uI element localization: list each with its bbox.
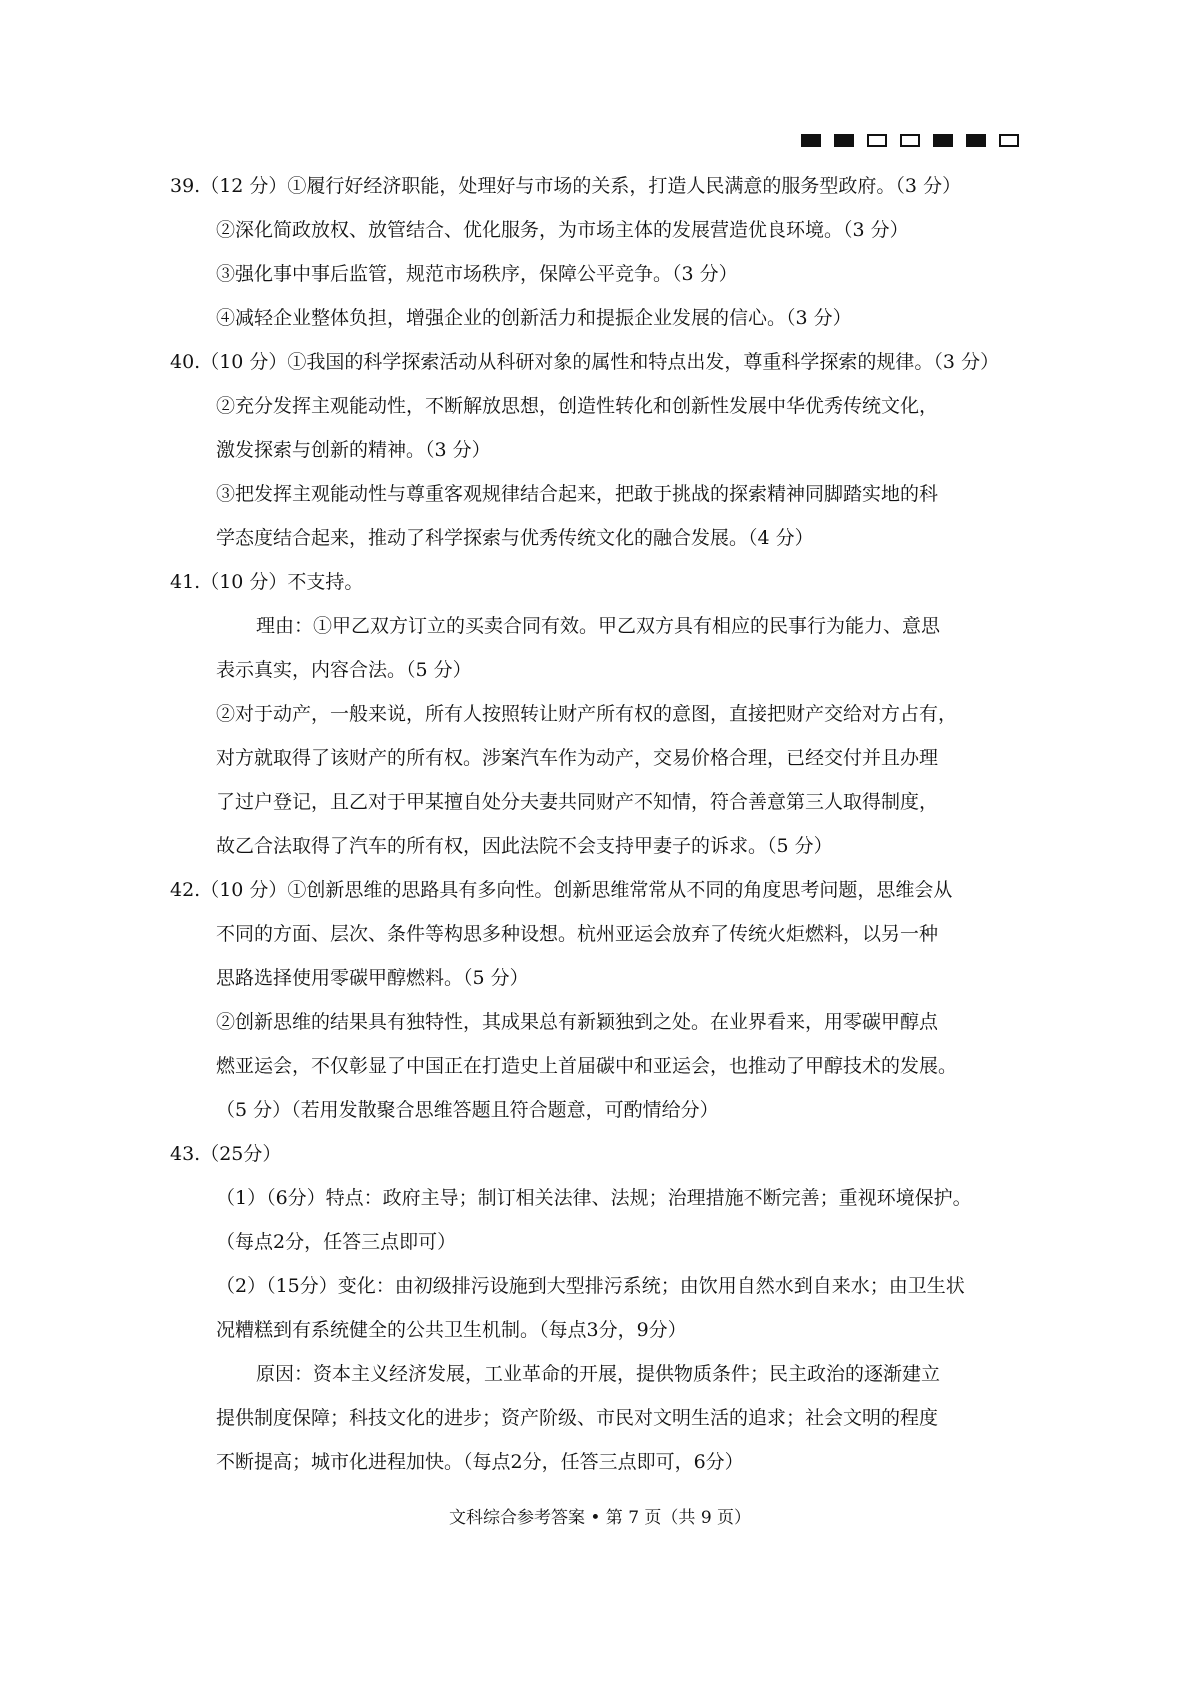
page-marker-filled [933,134,953,147]
answer-body [170,164,1050,1484]
answer-line: 39.（12 分）①履行好经济职能，处理好与市场的关系，打造人民满意的服务型政府。（3 分） [170,175,962,197]
answer-line: 43.（25分） [170,1143,282,1165]
answer-line: （5 分）（若用发散聚合思维答题且符合题意，可酌情给分） [216,1099,719,1121]
page-marker-filled [966,134,986,147]
answer-line: 42.（10 分）①创新思维的思路具有多向性。创新思维常常从不同的角度思考问题，思维会从 [170,879,953,901]
answer-line: 况糟糕到有系统健全的公共卫生机制。（每点3分，9分） [216,1319,687,1341]
page-marker-filled [801,134,821,147]
answer-line: 激发探索与创新的精神。（3 分） [216,439,491,461]
answer-line: 40.（10 分）①我国的科学探索活动从科研对象的属性和特点出发，尊重科学探索的规律。（3 分） [170,351,1000,373]
answer-line: ②对于动产，一般来说，所有人按照转让财产所有权的意图，直接把财产交给对方占有， [216,703,958,725]
answer-line: 思路选择使用零碳甲醇燃料。（5 分） [216,967,529,989]
answer-line: 原因：资本主义经济发展，工业革命的开展，提供物质条件；民主政治的逐渐建立 [256,1363,941,1385]
page-footer: 文科综合参考答案 • 第 7 页（共 9 页） [448,1508,752,1528]
answer-line: 41.（10 分）不支持。 [170,571,364,593]
answer-line: ②充分发挥主观能动性，不断解放思想，创造性转化和创新性发展中华优秀传统文化， [216,395,939,417]
answer-line: ②深化简政放权、放管结合、优化服务，为市场主体的发展营造优良环境。（3 分） [216,219,909,241]
answer-line: ②创新思维的结果具有独特性，其成果总有新颖独到之处。在业界看来，用零碳甲醇点 [216,1011,939,1033]
answer-line: ③强化事中事后监管，规范市场秩序，保障公平竞争。（3 分） [216,263,738,285]
answer-line: 故乙合法取得了汽车的所有权，因此法院不会支持甲妻子的诉求。（5 分） [216,835,833,857]
answer-line: 表示真实，内容合法。（5 分） [216,659,472,681]
answer-line: （2）（15分）变化：由初级排污设施到大型排污系统；由饮用自然水到自来水；由卫生状 [216,1275,965,1297]
answer-line: ③把发挥主观能动性与尊重客观规律结合起来，把敢于挑战的探索精神同脚踏实地的科 [216,483,939,505]
answer-line: 了过户登记，且乙对于甲某擅自处分夫妻共同财产不知情，符合善意第三人取得制度， [216,791,939,813]
answer-line: 学态度结合起来，推动了科学探索与优秀传统文化的融合发展。（4 分） [216,527,814,549]
answer-line: 提供制度保障；科技文化的进步；资产阶级、市民对文明生活的追求；社会文明的程度 [216,1407,939,1429]
answer-line: ④减轻企业整体负担，增强企业的创新活力和提振企业发展的信心。（3 分） [216,307,852,329]
answer-line: 燃亚运会，不仅彰显了中国正在打造史上首届碳中和亚运会，也推动了甲醇技术的发展。 [216,1055,958,1077]
page-marker-empty [900,134,920,147]
answer-line: （每点2分，任答三点即可） [216,1231,457,1253]
page-marker-row [801,134,1019,147]
answer-line: 不断提高；城市化进程加快。（每点2分，任答三点即可，6分） [216,1451,744,1473]
answer-line: 理由：①甲乙双方订立的买卖合同有效。甲乙双方具有相应的民事行为能力、意思 [256,615,941,637]
page-marker-filled [834,134,854,147]
page-marker-empty [999,134,1019,147]
answer-line: 不同的方面、层次、条件等构思多种设想。杭州亚运会放弃了传统火炬燃料，以另一种 [216,923,939,945]
page-marker-empty [867,134,887,147]
answer-line: （1）（6分）特点：政府主导；制订相关法律、法规；治理措施不断完善；重视环境保护。 [216,1187,972,1209]
answer-line: 对方就取得了该财产的所有权。涉案汽车作为动产，交易价格合理，已经交付并且办理 [216,747,939,769]
